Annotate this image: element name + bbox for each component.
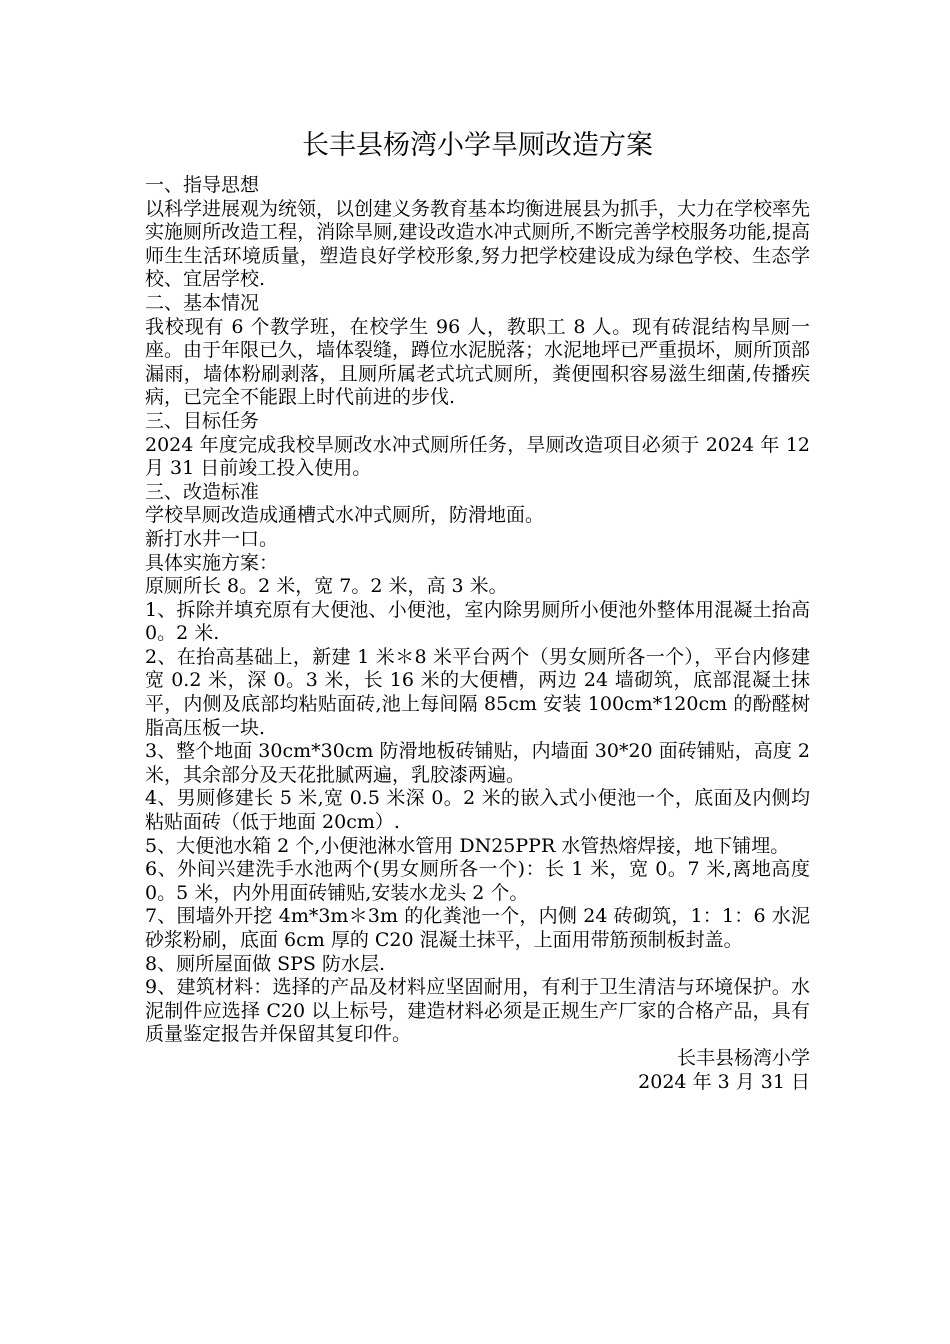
document-page	[145, 130, 810, 1094]
section-heading-guiding-ideology: 一、指导思想	[145, 174, 260, 196]
paragraph: 以科学进展观为统领，以创建义务教育基本均衡进展县为抓手，大力在学校率先实施厕所改造工程，消除旱厕,建设改造水冲式厕所,不断完善学校服务功能,提高师生生活环境质量，塑造良好学校形象,努力把学校建设成为绿色学校、生态学校、宜居学校.	[145, 197, 811, 291]
paragraph: 2024 年度完成我校旱厕改水冲式厕所任务，旱厕改造项目必须于 2024 年 12 月 31 日前竣工投入使用。	[145, 433, 810, 480]
section-heading-renovation-standard: 三、改造标准	[145, 480, 260, 503]
document-title: 长丰县杨湾小学旱厕改造方案	[302, 130, 653, 161]
list-item: 8、厕所屋面做 SPS 防水层.	[145, 952, 386, 975]
paragraph: 具体实施方案：	[145, 551, 279, 574]
list-item: 2、在抬高基础上，新建 1 米＊8 米平台两个（男女厕所各一个），平台内修建宽 0.2 米，深 0。3 米，长 16 米的大便槽，两边 24 墙砌筑，底部混凝土抹平，内侧及底部均粘贴面砖,池上每间隔 85cm 安装 100cm*120cm 的酚醛树脂高压板一块.	[145, 645, 810, 739]
list-item: 7、围墙外开挖 4m*3m＊3m 的化粪池一个，内侧 24 砖砌筑，1：1：6 水泥砂浆粉刷，底面 6cm 厚的 C20 混凝土抹平，上面用带筋预制板封盖。	[145, 905, 810, 951]
list-item: 9、建筑材料：选择的产品及材料应坚固耐用，有利于卫生清洁与环境保护。水泥制件应选择 C20 以上标号，建造材料必须是正规生产厂家的合格产品，具有质量鉴定报告并保留其复印件。	[145, 976, 810, 1046]
paragraph: 新打水井一口。	[145, 527, 279, 550]
list-item: 6、外间兴建洗手水池两个(男女厕所各一个)：长 1 米，宽 0。7 米,离地高度 0。5 米，内外用面砖铺贴,安装水龙头 2 个。	[145, 858, 810, 904]
paragraph: 原厕所长 8。2 米，宽 7。2 米，高 3 米。	[145, 575, 508, 598]
section-heading-basic-situation: 二、基本情况	[145, 291, 260, 314]
list-item: 3、整个地面 30cm*30cm 防滑地板砖铺贴，内墙面 30*20 面砖铺贴，高度 2 米，其余部分及天花批腻两遍，乳胶漆两遍。	[145, 740, 810, 786]
list-item: 4、男厕修建长 5 米,宽 0.5 米深 0。2 米的嵌入式小便池一个，底面及内侧均粘贴面砖（低于地面 20cm）.	[145, 787, 810, 834]
paragraph: 学校旱厕改造成通槽式水冲式厕所，防滑地面。	[145, 504, 545, 527]
paragraph: 我校现有 6 个教学班，在校学生 96 人，教职工 8 人。现有砖混结构旱厕一座。由于年限已久，墙体裂缝，蹲位水泥脱落；水泥地坪已严重损坏，厕所顶部漏雨，墙体粉刷剥落，且厕所属老式坑式厕所，粪便囤积容易滋生细菌,传播疾病，已完全不能跟上时代前进的步伐.	[145, 315, 811, 409]
signature-date: 2024 年 3 月 31 日	[638, 1070, 810, 1093]
list-item: 5、大便池水箱 2 个,小便池淋水管用 DN25PPR 水管热熔焊接，地下铺埋。	[145, 834, 790, 857]
signature-org: 长丰县杨湾小学	[676, 1046, 810, 1069]
list-item: 1、拆除并填充原有大便池、小便池，室内除男厕所小便池外整体用混凝土抬高 0。2 米.	[145, 598, 810, 645]
section-heading-target-task: 三、目标任务	[145, 409, 260, 432]
